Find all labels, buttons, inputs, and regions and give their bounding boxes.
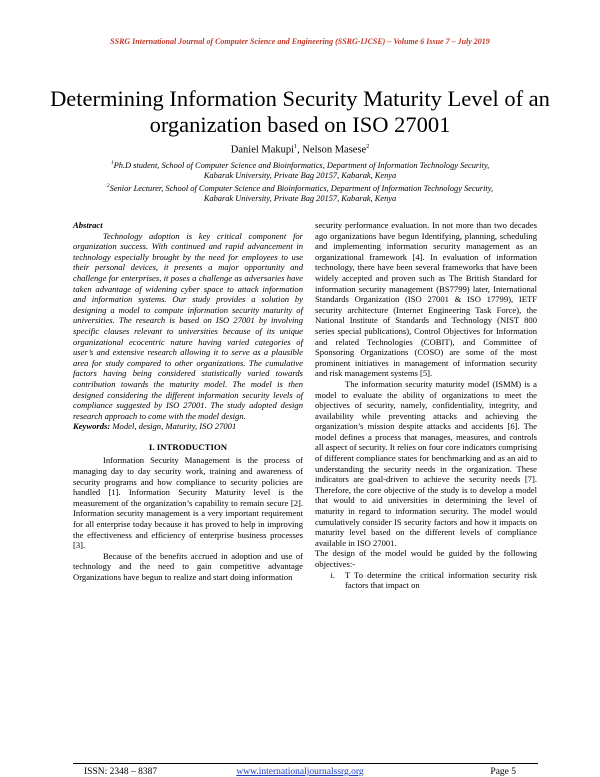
keywords (73, 421, 303, 432)
affiliation-superscript: 2 (106, 183, 110, 189)
affiliation-1 (100, 158, 500, 182)
list-item (315, 570, 537, 591)
journal-header: SSRG International Journal of Computer Science and Engineering (SSRG-IJCSE) – Volume 6 Issue 7 – July 2019 (110, 37, 490, 46)
footer-divider (73, 763, 538, 764)
author-separator: , (297, 144, 303, 156)
footer-url-link[interactable]: www.internationaljournalssrg.org (236, 767, 364, 777)
body-paragraph-3: The design of the model would be guided by the following objectives:- (315, 548, 537, 569)
footer-page-number: Page 5 (490, 767, 516, 777)
author-superscript: 1 (294, 144, 298, 150)
right-column (315, 220, 537, 591)
intro-paragraph-1: Information Security Management is the process of managing day to day security work, training and awareness of security programs and how compliance to security policies are handled [1]. Information Security Maturity level is the measurement of the organization’s capability to remain secure [2]. Information security management is a very important requirement for all enterprise today because it has proved to help in improving the effectiveness and efficiency of enterprise business processes [3]. (73, 455, 303, 551)
list-number: i. (330, 569, 335, 580)
author-line (0, 144, 600, 156)
author-superscript: 2 (366, 144, 370, 150)
body-paragraph-2: The information security maturity model (ISMM) is a model to evaluate the ability of organizations to meet the objectives of security, namely, confidentiality, integrity, and availability while preventing attacks and achieving the organization’s mission despite attacks and accidents [6]. The model defines a process that manages, measures, and controls all aspect of security. It relies on four core indicators comprising of different compliance states for benchmarking and as an aid to understanding the security needs in the organization. These indicators are goal-driven to achieve the security needs [7]. Therefore, the core objective of the study is to develop a model that would to aid universities in determining the level of maturity in regard to information security. The model would cumulatively consider IS security factors and how it impacts on maturity level based on the different levels of compliance available in ISO 27001. (315, 378, 537, 548)
affiliation-2 (100, 181, 500, 205)
body-paragraph-1: security performance evaluation. In not more than two decades ago organizations have begun Identifying, planning, scheduling and implementing information security management as an organizational framework [4]. In evaluation of information technology, there have been several frameworks that have been widely accepted and proven such as The British Standard for information security management (BS7799) later, International Standards Organization (ISO 27001 & ISO 17799), IETF security architecture (Internet Engineering Task Force), the National Institute of Standards and Technology (NIST 800 series special publications), Control Objectives for Information and related Technologies (COBIT), and Committee of Sponsoring Organizations (COSO) are some of the most prominent initiatives in management of information security and risk management systems [5]. (315, 220, 537, 379)
abstract-label: Abstract (73, 220, 103, 230)
left-column (73, 220, 303, 583)
affiliation-text: Senior Lecturer, School of Computer Science and Bioinformatics, Department of Information Technology Security, Kabarak University, Private Bag 20157, Kabarak, Kenya (109, 183, 494, 204)
keywords-label: Keywords: (73, 421, 111, 432)
abstract-text: Technology adoption is key critical component for organization success. With continued and rapid advancement in technology especially brought by the need for employees to use their personal devices, it presents a major opportunity and challenge for enterprises, it poses a challenge as adversaries have taken advantage of widening cyber space to attack information and information systems. Our study provides a solution by designing a model to compute information security maturity of universities. The research is based on ISO 27001 by involving specific clauses relevant to universities because of its unique organizational ecocentric nature having varied categories of user’s and extensive research allowing it to serve as a plausible area for study compared to other organizations. The cumulative factors having being considered statistically varied towards contribution towards the maturity model. The model is then designed considering the different information security levels of compliance suggested by ISO 27001. The study adopted design research approach to come with the model design. (73, 230, 303, 421)
section-heading-introduction: I. INTRODUCTION (148, 441, 228, 452)
author-name: Daniel Makupi (230, 144, 295, 156)
author-name: Nelson Masese (302, 144, 367, 156)
intro-paragraph-2: Because of the benefits accrued in adoption and use of technology and the need to gain competitive advantage Organizations have begun to realize and start doing information (73, 550, 303, 582)
list-text: T To determine the critical information security risk factors that impact on (345, 569, 537, 591)
affiliation-text: Ph.D student, School of Computer Science and Bioinformatics, Department of Information Technology Security, Kabarak University, Private Bag 20157, Kabarak, Kenya (113, 160, 490, 181)
objectives-list (315, 570, 537, 591)
affiliation-superscript: 1 (110, 160, 114, 166)
paper-title: Determining Information Security Maturity Level of an organization based on ISO 27001 (50, 86, 550, 137)
footer-issn: ISSN: 2348 – 8387 (84, 767, 158, 777)
keywords-text: Model, design, Maturity, ISO 27001 (110, 421, 237, 432)
